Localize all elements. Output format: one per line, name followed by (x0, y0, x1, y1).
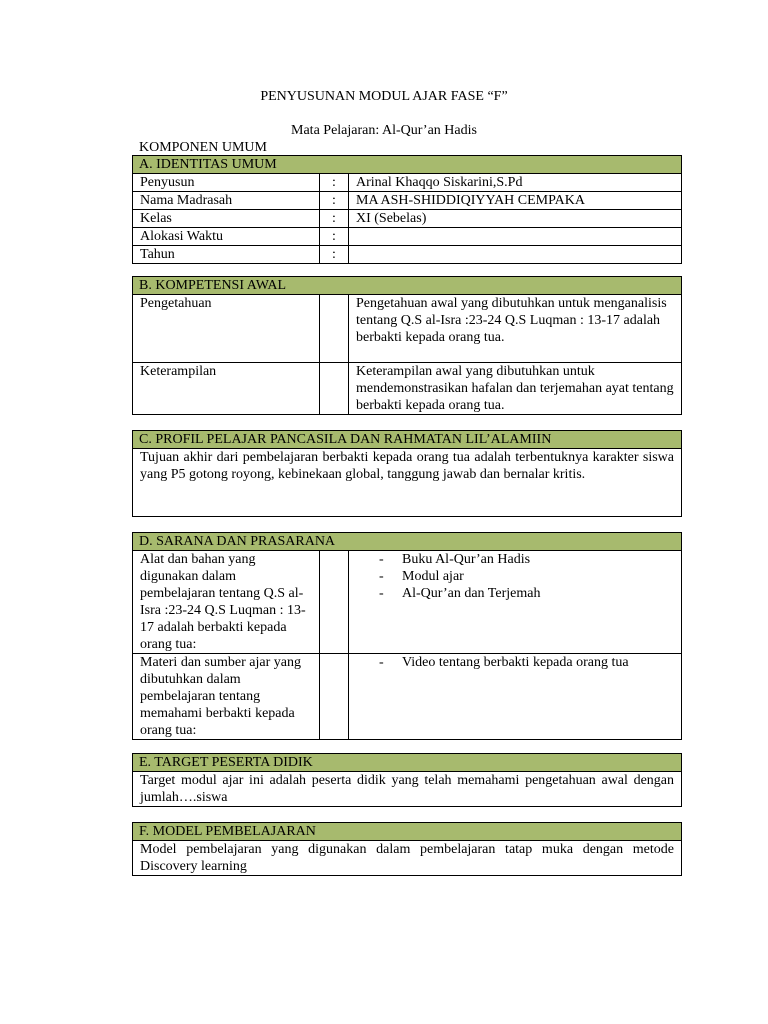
colon: : (320, 192, 349, 210)
kompetensi-label: Keterampilan (133, 363, 320, 415)
list-item: - Video tentang berbakti kepada orang tua (356, 654, 674, 671)
kompetensi-header: B. KOMPETENSI AWAL (133, 277, 682, 295)
identitas-value: XI (Sebelas) (349, 210, 682, 228)
table-row (133, 295, 682, 363)
colon: : (320, 174, 349, 192)
identitas-label: Alokasi Waktu (133, 228, 320, 246)
document-title: PENYUSUNAN MODUL AJAR FASE “F” (260, 89, 508, 104)
target-text: Target modul ajar ini adalah peserta didik yang telah memahami pengetahuan awal dengan jumlah….siswa (133, 772, 682, 807)
profil-header: C. PROFIL PELAJAR PANCASILA DAN RAHMATAN LIL’ALAMIIN (133, 431, 682, 449)
kompetensi-value: Keterampilan awal yang dibutuhkan untuk mendemonstrasikan hafalan dan terjemahan ayat tentang berbakti kepada orang tua. (349, 363, 682, 415)
list-item: - Al-Qur’an dan Terjemah (356, 585, 674, 602)
table-row (133, 551, 682, 654)
identitas-value (349, 246, 682, 264)
section-komponen-umum: KOMPONEN UMUM (139, 140, 267, 155)
kompetensi-label: Pengetahuan (133, 295, 320, 363)
table-row (133, 174, 682, 192)
sarana-table (132, 532, 682, 740)
list-item: - Modul ajar (356, 568, 674, 585)
sarana-label: Alat dan bahan yang digunakan dalam pembelajaran tentang Q.S al-Isra :23-24 Q.S Luqman : 13-17 adalah berbakti kepada orang tua: (133, 551, 320, 654)
empty-cell (320, 654, 349, 740)
list-item: - Buku Al-Qur’an Hadis (356, 551, 674, 568)
table-row (133, 192, 682, 210)
identitas-label: Penyusun (133, 174, 320, 192)
identitas-header: A. IDENTITAS UMUM (133, 156, 682, 174)
kompetensi-table (132, 276, 682, 415)
identitas-value: MA ASH-SHIDDIQIYYAH CEMPAKA (349, 192, 682, 210)
identitas-label: Kelas (133, 210, 320, 228)
sarana-header: D. SARANA DAN PRASARANA (133, 533, 682, 551)
empty-cell (320, 551, 349, 654)
model-text: Model pembelajaran yang digunakan dalam pembelajaran tatap muka dengan metode Discovery learning (133, 841, 682, 876)
kompetensi-value: Pengetahuan awal yang dibutuhkan untuk menganalisis tentang Q.S al-Isra :23-24 Q.S Luqman : 13-17 adalah berbakti kepada orang tua. (349, 295, 682, 363)
identitas-table (132, 155, 682, 264)
identitas-label: Nama Madrasah (133, 192, 320, 210)
profil-text: Tujuan akhir dari pembelajaran berbakti kepada orang tua adalah terbentuknya karakter siswa yang P5 gotong royong, kebinekaan global, tanggung jawab dan bernalar kritis. (133, 449, 682, 517)
subject-line: Mata Pelajaran: Al-Qur’an Hadis (291, 123, 477, 138)
table-row (133, 246, 682, 264)
table-row (133, 449, 682, 517)
table-row (133, 363, 682, 415)
profil-table (132, 430, 682, 517)
table-row (133, 654, 682, 740)
sarana-label: Materi dan sumber ajar yang dibutuhkan dalam pembelajaran tentang memahami berbakti kepada orang tua: (133, 654, 320, 740)
table-row (133, 841, 682, 876)
table-row (133, 210, 682, 228)
colon: : (320, 246, 349, 264)
identitas-value (349, 228, 682, 246)
target-header: E. TARGET PESERTA DIDIK (133, 754, 682, 772)
model-header: F. MODEL PEMBELAJARAN (133, 823, 682, 841)
sarana-items (349, 551, 682, 654)
colon: : (320, 228, 349, 246)
target-table (132, 753, 682, 807)
table-row (133, 772, 682, 807)
empty-cell (320, 363, 349, 415)
sarana-items (349, 654, 682, 740)
colon: : (320, 210, 349, 228)
identitas-value: Arinal Khaqqo Siskarini,S.Pd (349, 174, 682, 192)
model-table (132, 822, 682, 876)
empty-cell (320, 295, 349, 363)
identitas-label: Tahun (133, 246, 320, 264)
table-row (133, 228, 682, 246)
